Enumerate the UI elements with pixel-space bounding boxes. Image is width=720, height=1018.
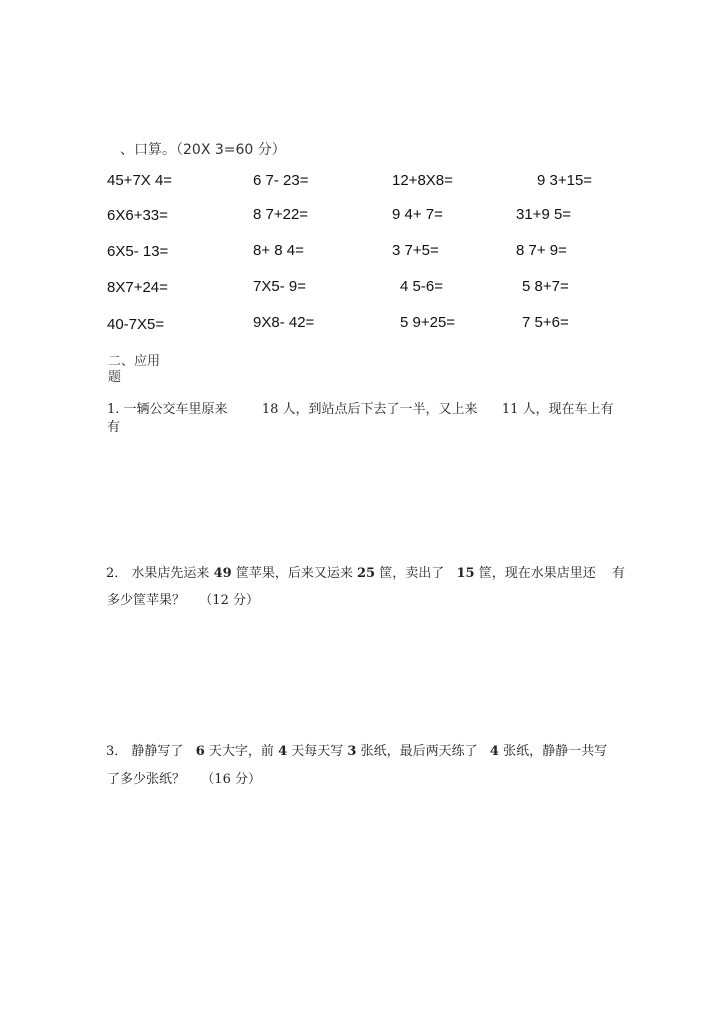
question-2-line-1: 2． 水果店先运来 49 筐苹果，后来又运来 25 筐，卖出了 15 筐，现在水果店里还 有 [106, 566, 626, 581]
question-1-line-2: 有 [107, 420, 121, 435]
arith-item: 5 9+25= [400, 314, 456, 331]
arith-item: 6X5- 13= [107, 243, 169, 260]
arith-item: 31+9 5= [516, 206, 572, 223]
arith-item: 5 8+7= [522, 278, 569, 295]
question-number: 1. [107, 402, 120, 417]
arith-item: 12+8X8= [392, 172, 453, 189]
arith-item: 7X5- 9= [253, 278, 306, 295]
arith-item: 8 7+ 9= [516, 242, 567, 259]
arith-item: 9 3+15= [537, 172, 593, 189]
arith-item: 40-7X5= [107, 316, 165, 333]
question-number: 2． [106, 566, 128, 581]
arith-item: 4 5-6= [400, 278, 443, 295]
arith-item: 8X7+24= [107, 279, 168, 296]
arith-item: 7 5+6= [522, 314, 569, 331]
question-3-line-2: 了多少张纸？ （16 分） [107, 772, 261, 787]
arith-item: 9 4+ 7= [392, 206, 443, 223]
arith-item: 6 7- 23= [253, 172, 309, 189]
question-2-line-2: 多少筐苹果？ （12 分） [107, 593, 259, 608]
question-number: 3． [106, 744, 128, 759]
arith-item: 9X8- 42= [253, 314, 315, 331]
arith-item: 45+7X 4= [107, 172, 173, 189]
score: （12 分） [199, 593, 259, 608]
arith-item: 8+ 8 4= [253, 242, 304, 259]
arith-item: 3 7+5= [392, 242, 439, 259]
section-1-title: 、口算。（20X 3=60 分） [120, 142, 286, 158]
question-3-line-1: 3． 静静写了 6 天大字，前 4 天每天写 3 张纸，最后两天练了 4 张纸，静静一共写 [106, 744, 608, 759]
section-2-title-overflow: 题 [108, 370, 122, 385]
question-1-line-1: 1. 一辆公交车里原来 18 人，到站点后下去了一半，又上来 11 人，现在车上有 [107, 402, 614, 417]
arith-item: 8 7+22= [253, 206, 309, 223]
arith-item: 6X6+33= [107, 207, 168, 224]
score: （16 分） [201, 772, 261, 787]
section-2-title: 二、应用 [108, 354, 161, 369]
